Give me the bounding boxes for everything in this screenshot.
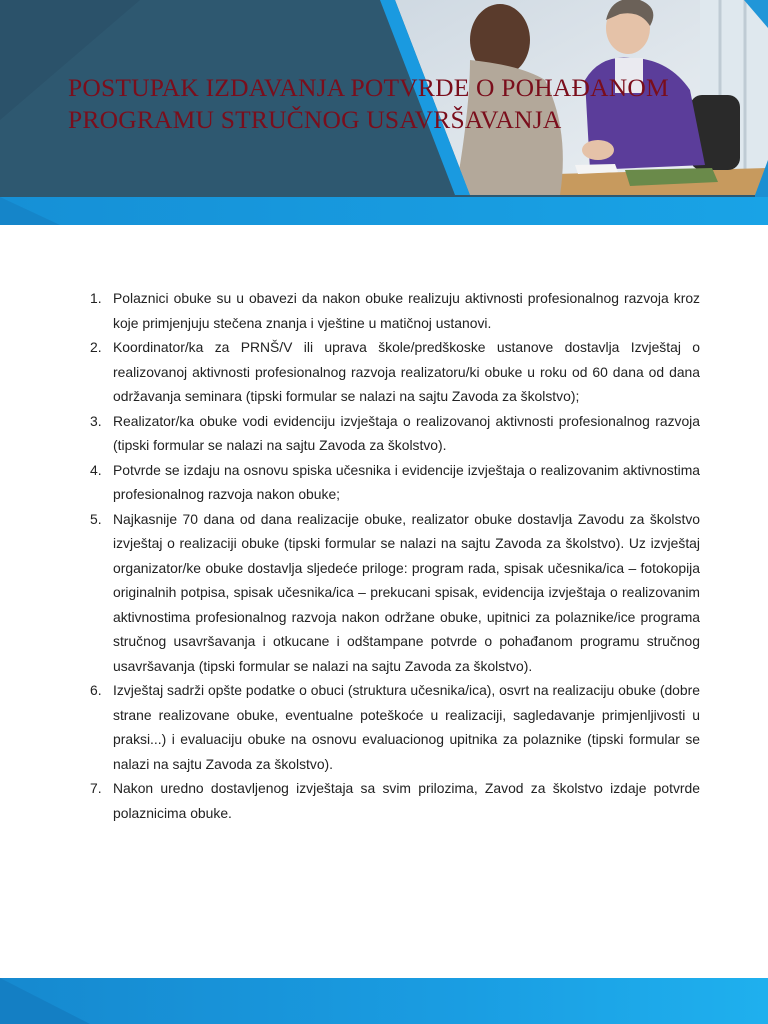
list-item-text: Najkasnije 70 dana od dana realizacije obuke, realizator obuke dostavlja Zavodu za školstvo izvještaj o realizaciji obuke (tipski formular se nalazi na sajtu Zavoda za školstvo). Uz izvještaj organizator/ke obuke dostavlja sljedeće priloge: program rada, spisak učesnika/ica – fotokopija originalnih potpisa, spisak učesnika/ica – prekucani spisak, evidencija izvještaja o realizovanim aktivnostima profesionalnog razvoja nakon održane obuke, upitnici za polaznike/ice programa stručnog usavršavanja i otkucane i odštampane potvrde o pohađanom programu stručnog usavršavanja (tipski formular se nalazi na sajtu Zavoda za školstvo). (113, 510, 700, 674)
procedure-list (80, 286, 700, 825)
page-title (68, 72, 708, 136)
list-item-text: Polaznici obuke su u obavezi da nakon obuke realizuju aktivnosti profesionalnog razvoja kroz koje primjenjuju stečena znanja i vještine u matičnoj ustanovi. (113, 290, 700, 331)
footer-band (0, 978, 768, 1024)
list-item-text: Nakon uredno dostavljenog izvještaja sa svim prilozima, Zavod za školstvo izdaje potvrde polaznicima obuke. (113, 780, 700, 821)
list-item (80, 507, 700, 679)
list-item-number: 4. (90, 461, 102, 478)
list-item (80, 458, 700, 507)
list-item (80, 776, 700, 825)
list-item (80, 409, 700, 458)
list-item (80, 678, 700, 776)
list-item-number: 7. (90, 780, 102, 796)
list-item-text: Potvrde se izdaju na osnovu spiska učesnika i evidencije izvještaja o realizovanim aktivnostima profesionalnog razvoja nakon obuke; (113, 461, 700, 502)
list-item (80, 335, 700, 409)
list-item-text: Izvještaj sadrži opšte podatke o obuci (struktura učesnika/ica), osvrt na realizaciju obuke (dobre strane realizovane obuke, eventualne poteškoće u realizaciji, sagledavanje primjenljivosti u praksi...) i evaluaciju obuke na osnovu evaluacionog upitnika za polaznike (tipski formular se nalazi na sajtu Zavoda za školstvo). (113, 682, 700, 772)
list-item (80, 286, 700, 335)
header-banner (0, 0, 768, 225)
list-item-number: 1. (90, 290, 102, 306)
list-item-number: 5. (90, 510, 102, 527)
list-item-text: Realizator/ka obuke vodi evidenciju izvještaja o realizovanoj aktivnosti profesionalnog razvoja (tipski formular se nalazi na sajtu Zavoda za školstvo). (113, 412, 700, 453)
list-item-number: 6. (90, 682, 102, 698)
footer-graphic (0, 978, 768, 1024)
title-line-2: PROGRAMU STRUČNOG USAVRŠAVANJA (68, 105, 562, 134)
list-item-text: Koordinator/ka za PRNŠ/V ili uprava škole/predškoske ustanove dostavlja Izvještaj o realizovanoj aktivnosti profesionalnog razvoja realizatoru/ki obuke u roku od 60 dana od dana održavanja seminara (tipski formular se nalazi na sajtu Zavoda za školstvo); (113, 339, 700, 404)
title-line-1: POSTUPAK IZDAVANJA POTVRDE O POHAĐANOM (68, 73, 669, 102)
list-item-number: 2. (90, 339, 102, 355)
list-item-number: 3. (90, 412, 102, 429)
